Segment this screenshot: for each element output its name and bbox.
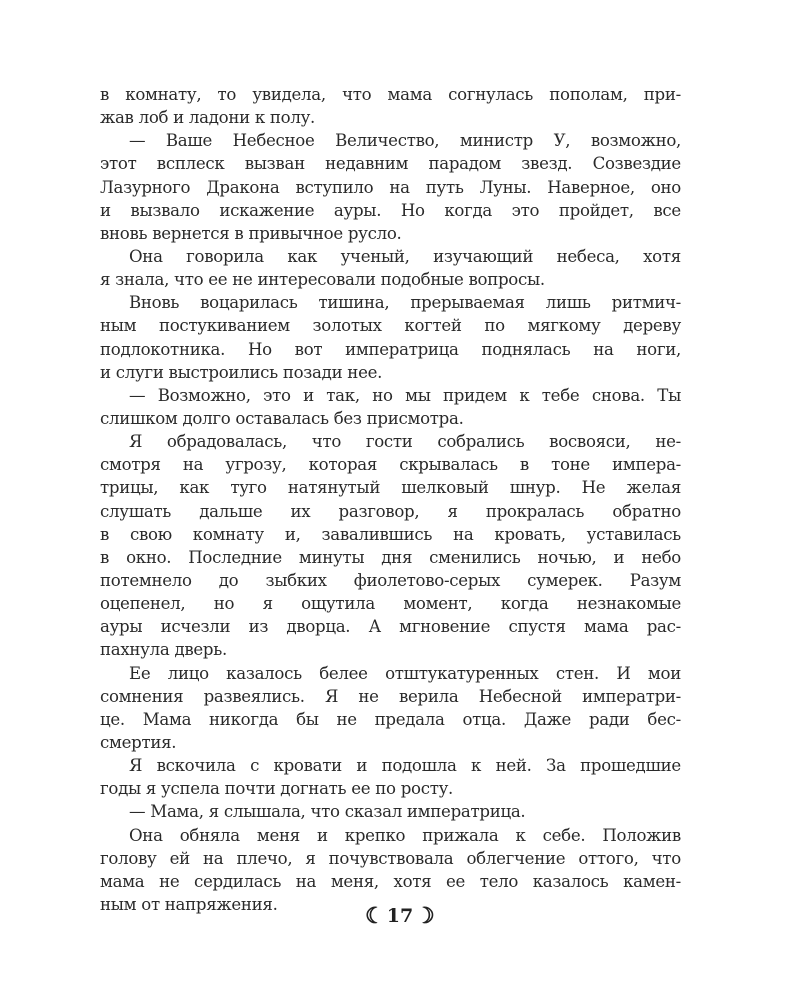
text-line: в комнату, то увидела, что мама согнулась пополам, при-: [100, 85, 681, 104]
text-line: — Возможно, это и так, но мы придем к тебе снова. Ты: [129, 385, 681, 405]
text-line: Вновь воцарилась тишина, прерываемая лишь ритмич-: [129, 293, 681, 313]
text-line: — Ваше Небесное Величество, министр У, возможно,: [129, 131, 681, 151]
text-line: слишком долго оставалась без присмотра.: [100, 408, 464, 428]
text-line: потемнело до зыбких фиолетово-серых сумерек. Разум: [100, 570, 681, 590]
text-line: Лазурного Дракона вступило на путь Луны. Наверное, оно: [100, 177, 681, 197]
text-line: этот всплеск вызван недавним парадом звезд. Созвездие: [100, 154, 681, 174]
text-line: Я вскочила с кровати и подошла к ней. За прошедшие: [129, 756, 681, 776]
page-footer: [0, 905, 800, 927]
text-line: слушать дальше их разговор, я прокралась обратно: [100, 501, 681, 521]
text-line: жав лоб и ладони к полу.: [100, 108, 316, 128]
text-line: в свою комнату и, завалившись на кровать, уставилась: [100, 524, 681, 544]
text-line: вновь вернется в привычное русло.: [100, 223, 402, 243]
crescent-moon-icon: ☾: [365, 903, 385, 929]
text-line: Она обняла меня и крепко прижала к себе. Положив: [129, 825, 681, 845]
text-line: я знала, что ее не интересовали подобные вопросы.: [100, 270, 545, 290]
text-line: смотря на угрозу, которая скрывалась в тоне импера-: [100, 455, 681, 475]
text-line: голову ей на плечо, я почувствовала облегчение оттого, что: [100, 848, 681, 868]
text-line: и слуги выстроились позади нее.: [100, 362, 383, 382]
text-line: оцепенел, но я ощутила момент, когда незнакомые: [100, 594, 681, 614]
text-line: сомнения развеялись. Я не верила Небесной императри-: [100, 686, 681, 706]
text-line: в окно. Последние минуты дня сменились ночью, и небо: [100, 547, 681, 567]
text-line: Она говорила как ученый, изучающий небеса, хотя: [129, 246, 681, 266]
text-line: це. Мама никогда бы не предала отца. Даже ради бес-: [100, 709, 681, 729]
text-line: Я обрадовалась, что гости собрались восвояси, не-: [129, 432, 681, 452]
text-line: ауры исчезли из дворца. А мгновение спустя мама рас-: [100, 617, 681, 637]
text-line: смертия.: [100, 732, 177, 752]
text-line: пахнула дверь.: [100, 640, 227, 660]
page-number: 17: [386, 905, 414, 927]
text-line: годы я успела почти догнать ее по росту.: [100, 779, 454, 799]
text-line: и вызвало искажение ауры. Но когда это пройдет, все: [100, 200, 681, 220]
book-page-text: [100, 83, 681, 916]
crescent-moon-icon: ☾: [415, 903, 435, 929]
text-line: ным постукиванием золотых когтей по мягкому дереву: [100, 316, 681, 336]
text-line: подлокотника. Но вот императрица поднялась на ноги,: [100, 339, 681, 359]
text-line: ным от напряжения.: [100, 894, 278, 914]
text-line: трицы, как туго натянутый шелковый шнур. Не желая: [100, 478, 681, 498]
text-line: — Мама, я слышала, что сказал императрица.: [129, 802, 526, 822]
text-line: мама не сердилась на меня, хотя ее тело казалось камен-: [100, 871, 681, 891]
text-line: Ее лицо казалось белее отштукатуренных стен. И мои: [129, 663, 681, 683]
